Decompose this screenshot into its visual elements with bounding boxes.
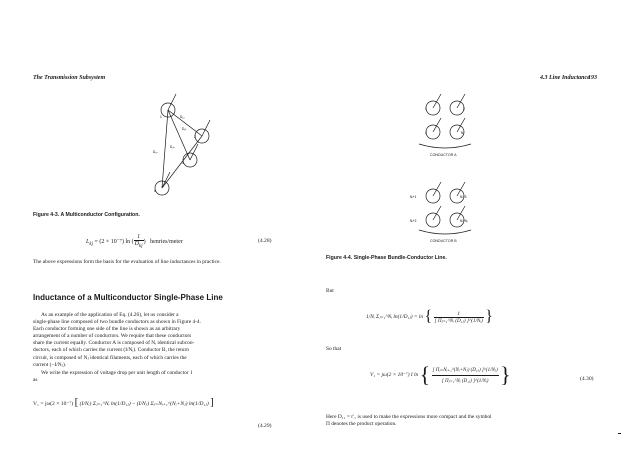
label-b-3: Nᵢ+3 — [460, 195, 467, 199]
para1-line: circuit, is composed of Nⱼ identical filaments, each of which carries the — [33, 354, 187, 361]
column-gutter — [317, 80, 318, 460]
page-number: 193 — [588, 75, 597, 81]
eq-4-28-lhs-sub: kj — [89, 242, 93, 248]
eq-but-den: [ Πⱼ₌₁^Nᵢ (D₁ⱼ) ]^(1/Nᵢ) — [434, 317, 483, 324]
but-label: But — [326, 288, 334, 294]
closing-line: Π denotes the product operation. — [326, 421, 397, 428]
para2-line: We write the expression of voltage drop per unit length of conductor 1 — [41, 370, 193, 376]
para1-line: share the current equally. Conductor A is composed of Nᵢ identical subcon- — [33, 340, 195, 347]
distance-line-13 — [168, 110, 190, 160]
label-c3: 3 — [182, 161, 184, 165]
eq-4-28-den: D — [134, 241, 139, 247]
eq-4-28-lhs: L — [86, 238, 90, 245]
paragraph-1 — [33, 312, 301, 369]
para1-line: ductors, each of which carries the current (I/Nᵢ). Conductor B, the return — [33, 347, 189, 354]
intro-paragraph: The above expressions form the basis for the evaluation of line inductances in practice. — [33, 259, 221, 265]
figure-4-3-caption-number: Figure 4-3. — [33, 212, 60, 218]
label-a-2: 2 — [425, 131, 427, 135]
equation-4-29: V₁ = jω(2 × 10⁻⁷) [ (I/Nᵢ) Σⱼ₌₁^Nᵢ ln(1/D₁ⱼ) − (I/Nⱼ) Σⱼ₌Nᵢ₊₁^(Nᵢ+Nⱼ) ln(1/D₁ⱼ) ] — [33, 396, 214, 408]
conductor-a-label: CONDUCTOR A — [430, 153, 457, 157]
eq-but-num: 1 — [434, 311, 484, 318]
para2-line: as — [33, 377, 38, 384]
figure-4-3-caption-text: A Multiconductor Configuration. — [60, 212, 140, 218]
figure-4-4-caption — [326, 255, 447, 261]
equation-4-30: V₁ = jω(2 × 10⁻⁷) I ln { $\frac{\text{[ Πⱼ₌Nᵢ₊₁\textasciicircum{}(Nᵢ+Nⱼ) (D₁ⱼ) ]\textasciicircum{}(1/Nⱼ)}}{\text{[ Πⱼ₌₁\textasciicircum{}Nᵢ (D₁ⱼ) ]\textasciicircum{}(1/Nᵢ)}}$ } — [370, 362, 511, 387]
equation-4-30-number: (4.30) — [580, 376, 594, 382]
para1-line: current (−I/Nⱼ). — [33, 361, 67, 368]
label-d12: D₁₂ — [180, 115, 185, 119]
label-c1: 1 — [160, 115, 162, 119]
para1-line: arrangement of a number of conductors. We require that these conductors — [33, 333, 192, 340]
closing-paragraph — [326, 414, 616, 428]
eq-4-30-lhs: V₁ = jω(2 × 10⁻⁷) I ln — [370, 372, 419, 379]
eq-4-29-term1: (I/Nᵢ) Σⱼ₌₁^Nᵢ ln(1/D₁ⱼ) — [79, 401, 131, 407]
label-a-1: 1 — [425, 107, 427, 111]
equation-4-28: $L_{kj} = (2 \times 10^{-7})$ ln ( $\frac{1}{D_{kj}}$ ) henries/meter — [86, 234, 183, 250]
eq-4-30-den: [ Πⱼ₌₁^Nᵢ (D₁ⱼ) ]^(1/Nᵢ) — [441, 378, 489, 384]
eq-4-28-den-sub: kj — [139, 244, 143, 250]
margin-mark — [618, 433, 621, 434]
figure-4-3-diagram — [110, 88, 220, 208]
brace-a — [419, 144, 471, 148]
distance-line-12 — [168, 110, 202, 136]
eq-but-lhs: 1/Nᵢ Σⱼ₌₁^Nᵢ ln(1/D₁ⱼ) = ln — [366, 314, 424, 321]
equation-4-28-number: (4.28) — [258, 238, 272, 244]
label-d1k: D₁ₖ — [182, 127, 187, 131]
eq-4-28-coef: = (2 × 10⁻⁷) ln — [94, 238, 131, 245]
label-a-ni: Nᵢ — [461, 131, 464, 135]
label-cn: n — [154, 189, 156, 193]
eq-4-28-units: henries/meter — [150, 238, 183, 245]
para1-line: Each conductor forming one side of the line is shown as an arbitrary — [33, 326, 181, 333]
equation-4-29-number: (4.29) — [258, 423, 272, 429]
figure-4-4-diagram — [405, 86, 525, 236]
so-that-label: So that — [326, 346, 342, 352]
brace-b — [419, 230, 471, 234]
section-heading: Inductance of a Multiconductor Single-Phase Line — [33, 293, 223, 302]
figure-4-4-caption-text: Single-Phase Bundle-Conductor Line. — [353, 255, 447, 261]
eq-4-29-minus: − — [132, 401, 136, 407]
eq-4-28-num: 1 — [134, 234, 144, 241]
label-b-nj: Nᵢ+Nⱼ — [460, 219, 468, 223]
label-c2: 2 — [194, 135, 196, 139]
para1-line: single-phase line composed of two bundle conductors as shown in Figure 4-4. — [33, 319, 201, 326]
figure-4-4-caption-number: Figure 4-4. — [326, 255, 353, 261]
paragraph-2 — [33, 370, 301, 384]
running-header-left: The Transmission Subsystem — [33, 75, 106, 81]
equation-but: 1/Nᵢ Σⱼ₌₁^Nᵢ ln(1/D₁ⱼ) = ln { $\frac{1}{\text{[ Πⱼ₌₁\textasciicircum{}Nᵢ (D₁ⱼ) ]\textasciicircum{}(1/Nᵢ)}}$ } — [366, 308, 493, 325]
closing-line: Here D₁₁ = r′₁ is used to make the expressions more compact and the symbol — [326, 414, 492, 420]
distance-line-1n — [162, 110, 168, 188]
label-b-2: Nᵢ+2 — [410, 219, 417, 223]
figure-4-3-caption — [33, 212, 140, 218]
eq-4-30-num: [ Πⱼ₌Nᵢ₊₁^(Nᵢ+Nⱼ) (D₁ⱼ) ]^(1/Nⱼ) — [432, 367, 499, 376]
label-d2n: D₂ₙ — [170, 145, 175, 149]
label-d1n: D₁ₙ — [153, 150, 158, 154]
eq-4-29-lhs: V₁ = jω(2 × 10⁻⁷) — [33, 401, 74, 407]
running-header-section: 4.3 Line Inductance — [540, 75, 590, 81]
para1-line: As an example of the application of Eq. (4.26), let us consider a — [41, 312, 179, 318]
label-b-1: Nᵢ+1 — [410, 195, 417, 199]
eq-4-29-term2: (I/Nⱼ) Σⱼ₌Nᵢ₊₁^(Nᵢ+Nⱼ) ln(1/D₁ⱼ) — [136, 401, 209, 407]
conductor-b-label: CONDUCTOR B — [430, 239, 457, 243]
label-a-3: 3 — [463, 107, 465, 111]
